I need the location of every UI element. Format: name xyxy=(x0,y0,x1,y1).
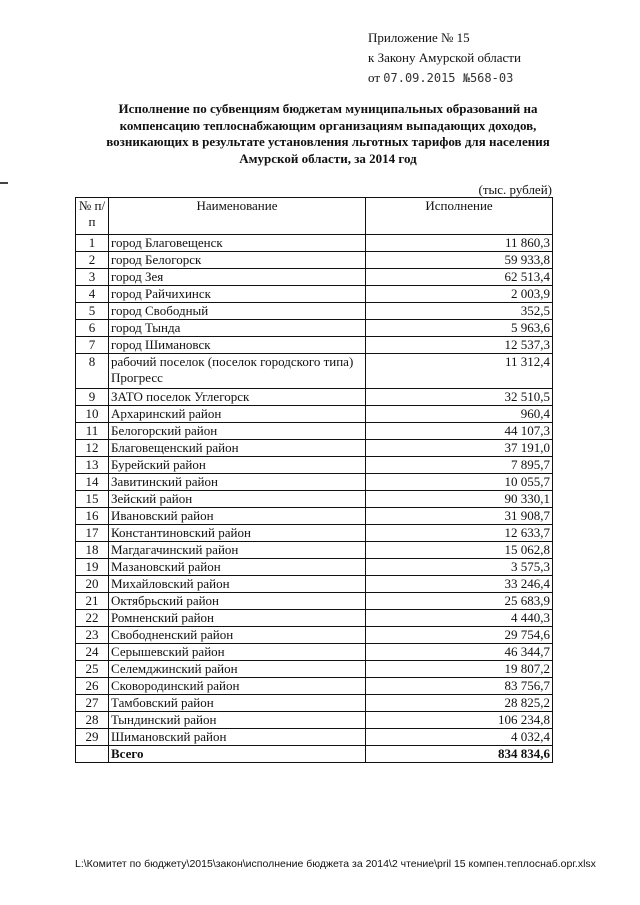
row-number: 4 xyxy=(76,286,109,303)
row-value: 11 860,3 xyxy=(366,235,553,252)
row-value: 28 825,2 xyxy=(366,695,553,712)
row-value: 12 537,3 xyxy=(366,337,553,354)
row-number: 18 xyxy=(76,542,109,559)
row-value: 7 895,7 xyxy=(366,457,553,474)
units-label: (тыс. рублей) xyxy=(478,182,552,197)
table-row xyxy=(76,576,553,593)
row-name: рабочий поселок (поселок городского типа) Прогресс xyxy=(109,354,366,389)
document-title: Исполнение по субвенциям бюджетам муниципальных образований на компенсацию теплоснабжающим организациям выпадающих доходов, возникающих в результате установления льготных тарифов для населения Амурской области, за 2014 год xyxy=(106,101,550,166)
table-row xyxy=(76,695,553,712)
row-name: ЗАТО поселок Углегорск xyxy=(109,389,366,406)
row-value: 19 807,2 xyxy=(366,661,553,678)
row-name: Константиновский район xyxy=(109,525,366,542)
row-number: 11 xyxy=(76,423,109,440)
total-value: 834 834,6 xyxy=(366,746,553,763)
row-number: 19 xyxy=(76,559,109,576)
table-row xyxy=(76,406,553,423)
row-name: Михайловский район xyxy=(109,576,366,593)
row-value: 3 575,3 xyxy=(366,559,553,576)
row-name: Мазановский район xyxy=(109,559,366,576)
row-value: 62 513,4 xyxy=(366,269,553,286)
table-row xyxy=(76,320,553,337)
row-name: Тындинский район xyxy=(109,712,366,729)
row-number: 27 xyxy=(76,695,109,712)
row-value: 44 107,3 xyxy=(366,423,553,440)
table-row xyxy=(76,661,553,678)
row-value: 25 683,9 xyxy=(366,593,553,610)
appendix-number: Приложение № 15 xyxy=(368,30,470,45)
row-number: 12 xyxy=(76,440,109,457)
row-value: 2 003,9 xyxy=(366,286,553,303)
table-row xyxy=(76,610,553,627)
row-name: город Свободный xyxy=(109,303,366,320)
row-number: 25 xyxy=(76,661,109,678)
row-number: 23 xyxy=(76,627,109,644)
row-value: 37 191,0 xyxy=(366,440,553,457)
total-row xyxy=(76,746,553,763)
header-number: № п/п xyxy=(76,198,109,235)
row-name: город Белогорск xyxy=(109,252,366,269)
row-number: 2 xyxy=(76,252,109,269)
row-value: 960,4 xyxy=(366,406,553,423)
row-number: 3 xyxy=(76,269,109,286)
table-row xyxy=(76,508,553,525)
row-name: Зейский район xyxy=(109,491,366,508)
table-row xyxy=(76,252,553,269)
table-row xyxy=(76,354,553,389)
row-name: Серышевский район xyxy=(109,644,366,661)
table-row xyxy=(76,559,553,576)
file-path-footer: L:\Комитет по бюджету\2015\закон\исполнение бюджета за 2014\2 чтение\pril 15 компен.теплоснаб.орг.xlsx xyxy=(75,858,596,870)
row-number: 1 xyxy=(76,235,109,252)
table-header-row xyxy=(76,198,553,235)
total-empty-cell xyxy=(76,746,109,763)
table-row xyxy=(76,525,553,542)
row-name: Сковородинский район xyxy=(109,678,366,695)
table-row xyxy=(76,303,553,320)
row-value: 32 510,5 xyxy=(366,389,553,406)
row-value: 4 440,3 xyxy=(366,610,553,627)
row-name: Архаринский район xyxy=(109,406,366,423)
row-value: 12 633,7 xyxy=(366,525,553,542)
table-row xyxy=(76,627,553,644)
table-row xyxy=(76,593,553,610)
table-row xyxy=(76,644,553,661)
row-number: 6 xyxy=(76,320,109,337)
row-name: Ивановский район xyxy=(109,508,366,525)
row-number: 24 xyxy=(76,644,109,661)
row-name: Селемджинский район xyxy=(109,661,366,678)
table-row xyxy=(76,286,553,303)
row-number: 28 xyxy=(76,712,109,729)
row-value: 352,5 xyxy=(366,303,553,320)
row-value: 15 062,8 xyxy=(366,542,553,559)
row-name: город Шимановск xyxy=(109,337,366,354)
row-name: Магдагачинский район xyxy=(109,542,366,559)
table-row xyxy=(76,729,553,746)
row-number: 7 xyxy=(76,337,109,354)
row-name: Бурейский район xyxy=(109,457,366,474)
row-number: 20 xyxy=(76,576,109,593)
table-row xyxy=(76,457,553,474)
row-name: город Благовещенск xyxy=(109,235,366,252)
row-number: 9 xyxy=(76,389,109,406)
appendix-law-reference: к Закону Амурской области xyxy=(368,50,521,65)
appendix-date-prefix: от xyxy=(368,70,384,85)
row-value: 90 330,1 xyxy=(366,491,553,508)
appendix-date-stamp: 07.09.2015 №568-03 xyxy=(383,71,514,85)
total-label: Всего xyxy=(109,746,366,763)
table-row xyxy=(76,235,553,252)
table-row xyxy=(76,440,553,457)
table-row xyxy=(76,678,553,695)
row-name: город Тында xyxy=(109,320,366,337)
table-row xyxy=(76,389,553,406)
row-name: Ромненский район xyxy=(109,610,366,627)
row-number: 16 xyxy=(76,508,109,525)
row-name: Благовещенский район xyxy=(109,440,366,457)
row-number: 22 xyxy=(76,610,109,627)
row-value: 59 933,8 xyxy=(366,252,553,269)
header-name: Наименование xyxy=(109,198,366,235)
row-number: 13 xyxy=(76,457,109,474)
table-row xyxy=(76,474,553,491)
row-number: 8 xyxy=(76,354,109,389)
appendix-date-line xyxy=(368,68,521,88)
row-name: город Райчихинск xyxy=(109,286,366,303)
row-value: 4 032,4 xyxy=(366,729,553,746)
table-row xyxy=(76,542,553,559)
table-row xyxy=(76,491,553,508)
row-name: Завитинский район xyxy=(109,474,366,491)
execution-table xyxy=(75,197,553,763)
row-value: 33 246,4 xyxy=(366,576,553,593)
row-value: 29 754,6 xyxy=(366,627,553,644)
row-name: Октябрьский район xyxy=(109,593,366,610)
row-value: 106 234,8 xyxy=(366,712,553,729)
row-number: 26 xyxy=(76,678,109,695)
table-row xyxy=(76,337,553,354)
row-name: город Зея xyxy=(109,269,366,286)
row-number: 10 xyxy=(76,406,109,423)
row-value: 31 908,7 xyxy=(366,508,553,525)
row-number: 29 xyxy=(76,729,109,746)
row-number: 5 xyxy=(76,303,109,320)
row-value: 11 312,4 xyxy=(366,354,553,389)
table-row xyxy=(76,712,553,729)
table-row xyxy=(76,269,553,286)
appendix-header xyxy=(368,28,521,88)
row-value: 83 756,7 xyxy=(366,678,553,695)
row-number: 17 xyxy=(76,525,109,542)
row-number: 15 xyxy=(76,491,109,508)
row-name: Тамбовский район xyxy=(109,695,366,712)
header-value: Исполнение xyxy=(366,198,553,235)
row-name: Шимановский район xyxy=(109,729,366,746)
row-value: 10 055,7 xyxy=(366,474,553,491)
row-number: 21 xyxy=(76,593,109,610)
row-value: 46 344,7 xyxy=(366,644,553,661)
row-value: 5 963,6 xyxy=(366,320,553,337)
row-number: 14 xyxy=(76,474,109,491)
scan-edge-mark xyxy=(0,182,8,184)
row-name: Свободненский район xyxy=(109,627,366,644)
table-row xyxy=(76,423,553,440)
row-name: Белогорский район xyxy=(109,423,366,440)
